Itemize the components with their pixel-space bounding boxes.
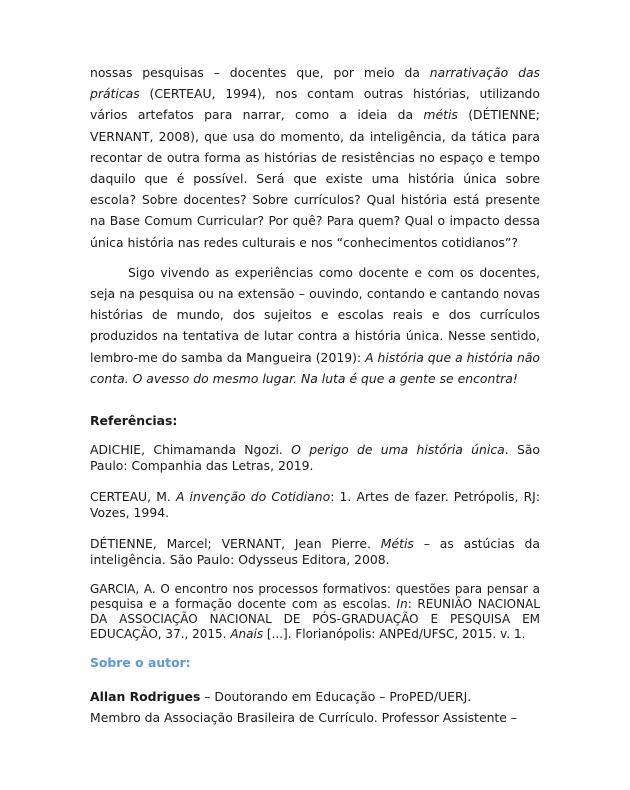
- reference-text: [...]. Florianópolis: ANPEd/UFSC, 2015. v. 1.: [263, 627, 526, 642]
- reference-text: : 1. Artes de fazer. Petrópolis, RJ: Vozes, 1994.: [90, 488, 541, 521]
- reference-item: [90, 582, 540, 642]
- reference-text: GARCIA, A. O encontro nos processos formativos: questões para pensar a pesquisa e a formação docente com as escolas.: [90, 582, 540, 612]
- paragraph-2-quote: A história que a história não conta. O avesso do mesmo lugar. Na luta é que a gente se encontra!: [90, 349, 540, 386]
- reference-item: [90, 536, 540, 569]
- reference-title: O perigo de uma história única: [291, 442, 505, 458]
- paragraph-2-text: Sigo vivendo as experiências como docente e com os docentes, seja na pesquisa ou na extensão – ouvindo, contando e cantando novas histórias de mundo, dos sujeitos e escolas reais e dos currículos produzidos na tentativa de lutar contra a história única. Nesse sentido, lembro-me do samba da Mangueira (2019):: [90, 264, 540, 365]
- paragraph-1: [90, 62, 540, 253]
- reference-title: Métis: [380, 535, 414, 551]
- reference-title: Anais: [230, 627, 264, 642]
- reference-item: [90, 442, 540, 475]
- paragraph-1-italic-b: métis: [423, 107, 458, 123]
- paragraph-1-italic-a: narrativação das práticas: [90, 65, 540, 102]
- references-heading: Referências:: [90, 413, 178, 429]
- reference-text: : REUNIÃO NACIONAL DA ASSOCIAÇÃO NACIONAL DE PÓS-GRADUAÇÃO E PESQUISA EM EDUCAÇÃO, 37., 2015.: [90, 597, 540, 642]
- author-name: Allan Rodrigues: [90, 689, 201, 705]
- reference-text: DÉTIENNE, Marcel; VERNANT, Jean Pierre.: [90, 535, 381, 551]
- document-page: [90, 62, 540, 728]
- paragraph-1-text-c: (DÉTIENNE; VERNANT, 2008), que usa do momento, da inteligência, da tática para recontar de outra forma as histórias de resistências no espaço e tempo daquilo que é possível. Será que existe uma história única sobre escola? Sobre docentes? Sobre currículos? Qual história está presente na Base Comum Curricular? Por quê? Para quem? Qual o impacto dessa única história nas redes culturais e nos “conhecimentos cotidianos”?: [90, 107, 540, 250]
- reference-text: ADICHIE, Chimamanda Ngozi.: [90, 442, 292, 458]
- author-line: [90, 686, 540, 707]
- about-author-heading: Sobre o autor:: [90, 655, 191, 671]
- paragraph-2: [90, 262, 540, 389]
- reference-item: [90, 489, 540, 522]
- reference-text: CERTEAU, M.: [90, 488, 176, 504]
- author-bio: Membro da Associação Brasileira de Currículo. Professor Assistente –: [90, 710, 518, 726]
- reference-title: In: [396, 597, 408, 612]
- paragraph-1-text-a: nossas pesquisas – docentes que, por meio da: [90, 65, 430, 80]
- paragraph-1-text-b: (CERTEAU, 1994), nos contam outras histórias, utilizando vários artefatos para narrar, como a ideia da: [90, 86, 540, 123]
- author-role: – Doutorando em Educação – ProPED/UERJ.: [200, 689, 472, 705]
- reference-text: . São Paulo: Companhia das Letras, 2019.: [90, 442, 541, 474]
- reference-text: – as astúcias da inteligência. São Paulo: Odysseus Editora, 2008.: [90, 535, 540, 568]
- reference-title: A invenção do Cotidiano: [175, 488, 331, 504]
